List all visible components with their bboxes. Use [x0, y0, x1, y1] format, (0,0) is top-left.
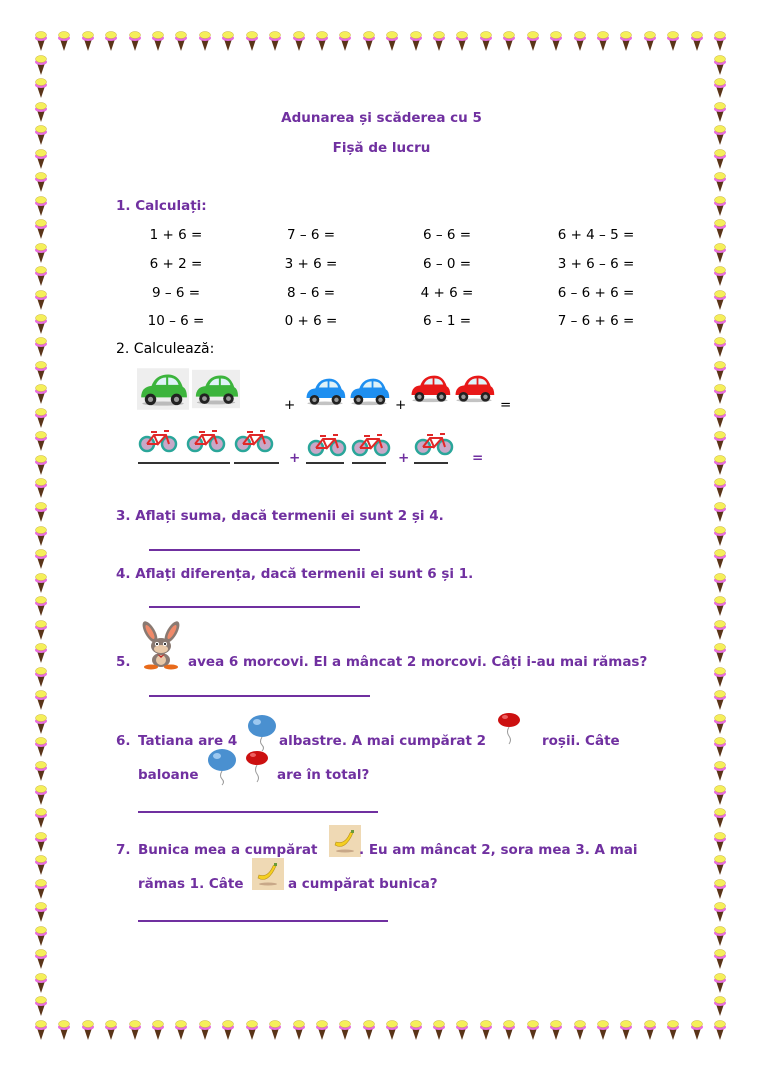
ice-cream-cone-icon — [713, 171, 727, 193]
ice-cream-cone-icon — [34, 972, 48, 994]
bicycle-icon — [414, 430, 454, 456]
exercise-1-item: 6 – 0 = — [422, 256, 472, 272]
ice-cream-cone-icon — [713, 430, 727, 452]
ice-cream-cone-icon — [81, 1019, 95, 1041]
ice-cream-cone-icon — [713, 242, 727, 264]
ice-cream-cone-icon — [34, 336, 48, 358]
ice-cream-cone-icon — [385, 1019, 399, 1041]
ice-cream-cone-icon — [34, 242, 48, 264]
ice-cream-cone-icon — [34, 784, 48, 806]
exercise-3-label: 3. Aflați suma, dacă termenii ei sunt 2 și 4. — [116, 508, 444, 524]
ice-cream-cone-icon — [34, 831, 48, 853]
ice-cream-cone-icon — [432, 1019, 446, 1041]
ice-cream-cone-icon — [713, 548, 727, 570]
ice-cream-cone-icon — [198, 30, 212, 52]
ice-cream-cone-icon — [315, 30, 329, 52]
exercise-6-text-1: Tatiana are 4 — [138, 733, 238, 749]
ice-cream-cone-icon — [713, 77, 727, 99]
ice-cream-cone-icon — [690, 1019, 704, 1041]
banana-icon — [252, 858, 284, 890]
ice-cream-cone-icon — [713, 831, 727, 853]
ice-cream-cone-icon — [573, 30, 587, 52]
ice-cream-cone-icon — [338, 30, 352, 52]
blue-balloon-icon — [246, 714, 278, 752]
ice-cream-cone-icon — [713, 454, 727, 476]
ice-cream-cone-icon — [666, 30, 680, 52]
ice-cream-cone-icon — [151, 30, 165, 52]
ice-cream-cone-icon — [713, 666, 727, 688]
ice-cream-cone-icon — [315, 1019, 329, 1041]
ice-cream-cone-icon — [34, 195, 48, 217]
ice-cream-cone-icon — [34, 54, 48, 76]
exercise-1-item: 4 + 6 = — [420, 285, 474, 301]
ice-cream-cone-icon — [713, 54, 727, 76]
ice-cream-cone-icon — [34, 595, 48, 617]
ice-cream-cone-icon — [713, 736, 727, 758]
exercise-6-text-2: albastre. A mai cumpărat 2 — [279, 733, 487, 749]
car-icon — [137, 368, 189, 410]
ice-cream-cone-icon — [34, 713, 48, 735]
ice-cream-cone-icon — [502, 30, 516, 52]
exercise-2-label: 2. Calculează: — [116, 341, 215, 357]
ice-cream-cone-icon — [34, 948, 48, 970]
ice-cream-cone-icon — [713, 784, 727, 806]
red-balloon-icon — [496, 711, 522, 749]
ice-cream-cone-icon — [549, 1019, 563, 1041]
ice-cream-cone-icon — [34, 477, 48, 499]
ice-cream-cone-icon — [34, 854, 48, 876]
bikes-equals: = — [472, 450, 484, 466]
ice-cream-cone-icon — [245, 1019, 259, 1041]
exercise-7-text-1: Bunica mea a cumpărat — [138, 842, 318, 858]
exercise-1-label: 1. Calculați: — [116, 198, 207, 214]
ice-cream-cone-icon — [690, 30, 704, 52]
ice-cream-cone-icon — [292, 1019, 306, 1041]
ice-cream-cone-icon — [713, 30, 727, 52]
ice-cream-cone-icon — [713, 807, 727, 829]
bike-count-blank[interactable] — [234, 462, 279, 464]
ice-cream-cone-icon — [34, 525, 48, 547]
ice-cream-cone-icon — [34, 995, 48, 1017]
bikes-plus-2: + — [398, 450, 410, 466]
cars-equals: = — [500, 397, 512, 413]
ice-cream-cone-icon — [432, 30, 446, 52]
exercise-1-item: 6 – 6 + 6 = — [557, 285, 635, 301]
ice-cream-cone-icon — [34, 878, 48, 900]
ice-cream-cone-icon — [34, 619, 48, 641]
ice-cream-cone-icon — [128, 30, 142, 52]
ice-cream-cone-icon — [34, 218, 48, 240]
ice-cream-cone-icon — [362, 1019, 376, 1041]
ice-cream-cone-icon — [596, 30, 610, 52]
ice-cream-cone-icon — [34, 548, 48, 570]
ice-cream-cone-icon — [34, 265, 48, 287]
ice-cream-cone-icon — [713, 595, 727, 617]
ice-cream-cone-icon — [643, 30, 657, 52]
ice-cream-cone-icon — [34, 901, 48, 923]
ice-cream-cone-icon — [151, 1019, 165, 1041]
ice-cream-cone-icon — [34, 289, 48, 311]
exercise-1-item: 3 + 6 = — [284, 256, 338, 272]
exercise-1-item: 3 + 6 – 6 = — [557, 256, 635, 272]
ice-cream-cone-icon — [57, 30, 71, 52]
bicycle-icon — [351, 431, 391, 457]
car-icon — [408, 369, 452, 407]
ice-cream-cone-icon — [81, 30, 95, 52]
ice-cream-cone-icon — [455, 30, 469, 52]
car-icon — [303, 372, 347, 410]
exercise-6-text-3: roșii. Câte — [542, 733, 620, 749]
car-icon — [452, 369, 496, 407]
exercise-4-label: 4. Aflați diferența, dacă termenii ei sunt 6 și 1. — [116, 566, 474, 582]
ice-cream-cone-icon — [34, 383, 48, 405]
ice-cream-cone-icon — [713, 689, 727, 711]
cars-plus-1: + — [284, 397, 296, 413]
ice-cream-cone-icon — [34, 501, 48, 523]
ice-cream-cone-icon — [526, 1019, 540, 1041]
ice-cream-cone-icon — [34, 666, 48, 688]
exercise-7-text-3: rămas 1. Câte — [138, 876, 244, 892]
cars-plus-2: + — [395, 397, 407, 413]
ice-cream-cone-icon — [34, 642, 48, 664]
exercise-1-item: 7 – 6 = — [286, 227, 336, 243]
car-icon — [347, 372, 391, 410]
ice-cream-cone-icon — [34, 925, 48, 947]
ice-cream-cone-icon — [713, 313, 727, 335]
ice-cream-cone-icon — [713, 642, 727, 664]
ice-cream-cone-icon — [34, 454, 48, 476]
ice-cream-cone-icon — [34, 572, 48, 594]
ice-cream-cone-icon — [104, 30, 118, 52]
ice-cream-cone-icon — [713, 901, 727, 923]
exercise-1-item: 1 + 6 = — [149, 227, 203, 243]
ice-cream-cone-icon — [362, 30, 376, 52]
exercise-7-answer-line[interactable] — [138, 920, 388, 922]
ice-cream-cone-icon — [34, 689, 48, 711]
ice-cream-cone-icon — [713, 407, 727, 429]
ice-cream-cone-icon — [643, 1019, 657, 1041]
ice-cream-cone-icon — [479, 30, 493, 52]
ice-cream-cone-icon — [713, 195, 727, 217]
ice-cream-cone-icon — [619, 30, 633, 52]
ice-cream-cone-icon — [666, 1019, 680, 1041]
ice-cream-cone-icon — [713, 713, 727, 735]
exercise-1-item: 6 + 2 = — [149, 256, 203, 272]
ice-cream-cone-icon — [34, 760, 48, 782]
red-balloon-icon — [244, 749, 270, 787]
ice-cream-cone-icon — [245, 30, 259, 52]
ice-cream-cone-icon — [292, 30, 306, 52]
bike-count-blank[interactable] — [138, 462, 186, 464]
ice-cream-cone-icon — [34, 360, 48, 382]
bike-count-blank[interactable] — [186, 462, 230, 464]
ice-cream-cone-icon — [502, 1019, 516, 1041]
ice-cream-cone-icon — [573, 1019, 587, 1041]
ice-cream-cone-icon — [34, 430, 48, 452]
ice-cream-cone-icon — [713, 1019, 727, 1041]
ice-cream-cone-icon — [713, 854, 727, 876]
ice-cream-cone-icon — [34, 77, 48, 99]
exercise-1-item: 8 – 6 = — [286, 285, 336, 301]
ice-cream-cone-icon — [713, 360, 727, 382]
worksheet-title: Adunarea și scăderea cu 5 — [281, 110, 482, 126]
bicycle-icon — [186, 427, 226, 453]
ice-cream-cone-icon — [596, 1019, 610, 1041]
ice-cream-cone-icon — [57, 1019, 71, 1041]
exercise-5-text: avea 6 morcovi. El a mâncat 2 morcovi. Câți i-au mai rămas? — [188, 654, 648, 670]
ice-cream-cone-icon — [385, 30, 399, 52]
ice-cream-cone-icon — [713, 572, 727, 594]
ice-cream-cone-icon — [713, 925, 727, 947]
ice-cream-cone-icon — [713, 760, 727, 782]
ice-cream-cone-icon — [713, 289, 727, 311]
banana-icon — [329, 825, 361, 857]
ice-cream-cone-icon — [713, 995, 727, 1017]
ice-cream-cone-icon — [174, 30, 188, 52]
blue-balloon-icon — [206, 748, 238, 786]
exercise-6-text-5: are în total? — [277, 767, 370, 783]
exercise-6-number: 6. — [116, 733, 131, 749]
exercise-1-item: 6 – 1 = — [422, 313, 472, 329]
ice-cream-cone-icon — [34, 313, 48, 335]
ice-cream-cone-icon — [198, 1019, 212, 1041]
exercise-5-answer-line[interactable] — [149, 695, 370, 697]
ice-cream-cone-icon — [713, 878, 727, 900]
bike-count-blank[interactable] — [414, 462, 448, 464]
exercise-5-number: 5. — [116, 654, 131, 670]
ice-cream-cone-icon — [455, 1019, 469, 1041]
ice-cream-cone-icon — [34, 736, 48, 758]
ice-cream-cone-icon — [104, 1019, 118, 1041]
exercise-1-item: 6 – 6 = — [422, 227, 472, 243]
exercise-7-number: 7. — [116, 842, 131, 858]
ice-cream-cone-icon — [713, 383, 727, 405]
exercise-1-item: 7 – 6 + 6 = — [557, 313, 635, 329]
car-icon — [192, 368, 240, 410]
ice-cream-cone-icon — [549, 30, 563, 52]
ice-cream-cone-icon — [619, 1019, 633, 1041]
exercise-6-text-4: baloane — [138, 767, 199, 783]
ice-cream-cone-icon — [268, 1019, 282, 1041]
ice-cream-cone-icon — [34, 407, 48, 429]
ice-cream-cone-icon — [409, 30, 423, 52]
bike-count-blank[interactable] — [306, 462, 344, 464]
bicycle-icon — [307, 431, 347, 457]
exercise-7-text-4: a cumpărat bunica? — [288, 876, 438, 892]
ice-cream-cone-icon — [268, 30, 282, 52]
exercise-1-item: 9 – 6 = — [151, 285, 201, 301]
ice-cream-cone-icon — [479, 1019, 493, 1041]
exercise-6-answer-line[interactable] — [138, 811, 378, 813]
ice-cream-cone-icon — [34, 171, 48, 193]
ice-cream-cone-icon — [713, 336, 727, 358]
ice-cream-cone-icon — [713, 525, 727, 547]
ice-cream-cone-icon — [713, 972, 727, 994]
ice-cream-cone-icon — [34, 1019, 48, 1041]
ice-cream-cone-icon — [338, 1019, 352, 1041]
bike-count-blank[interactable] — [352, 462, 386, 464]
ice-cream-cone-icon — [713, 218, 727, 240]
ice-cream-cone-icon — [34, 30, 48, 52]
ice-cream-cone-icon — [713, 265, 727, 287]
exercise-1-item: 0 + 6 = — [284, 313, 338, 329]
exercise-7-text-2: . Eu am mâncat 2, sora mea 3. A mai — [359, 842, 638, 858]
exercise-4-answer-line[interactable] — [149, 606, 360, 608]
ice-cream-cone-icon — [713, 501, 727, 523]
ice-cream-cone-icon — [713, 619, 727, 641]
bicycle-icon — [234, 427, 274, 453]
exercise-1-item: 10 – 6 = — [147, 313, 205, 329]
ice-cream-cone-icon — [713, 477, 727, 499]
ice-cream-cone-icon — [128, 1019, 142, 1041]
ice-cream-cone-icon — [409, 1019, 423, 1041]
exercise-1-item: 6 + 4 – 5 = — [557, 227, 635, 243]
rabbit-icon — [136, 620, 188, 670]
ice-cream-cone-icon — [526, 30, 540, 52]
ice-cream-cone-icon — [713, 948, 727, 970]
bicycle-icon — [138, 427, 178, 453]
ice-cream-cone-icon — [221, 1019, 235, 1041]
worksheet-subtitle: Fișă de lucru — [332, 140, 431, 156]
ice-cream-cone-icon — [34, 807, 48, 829]
exercise-3-answer-line[interactable] — [149, 549, 360, 551]
bikes-plus-1: + — [289, 450, 301, 466]
ice-cream-cone-icon — [174, 1019, 188, 1041]
ice-cream-cone-icon — [221, 30, 235, 52]
